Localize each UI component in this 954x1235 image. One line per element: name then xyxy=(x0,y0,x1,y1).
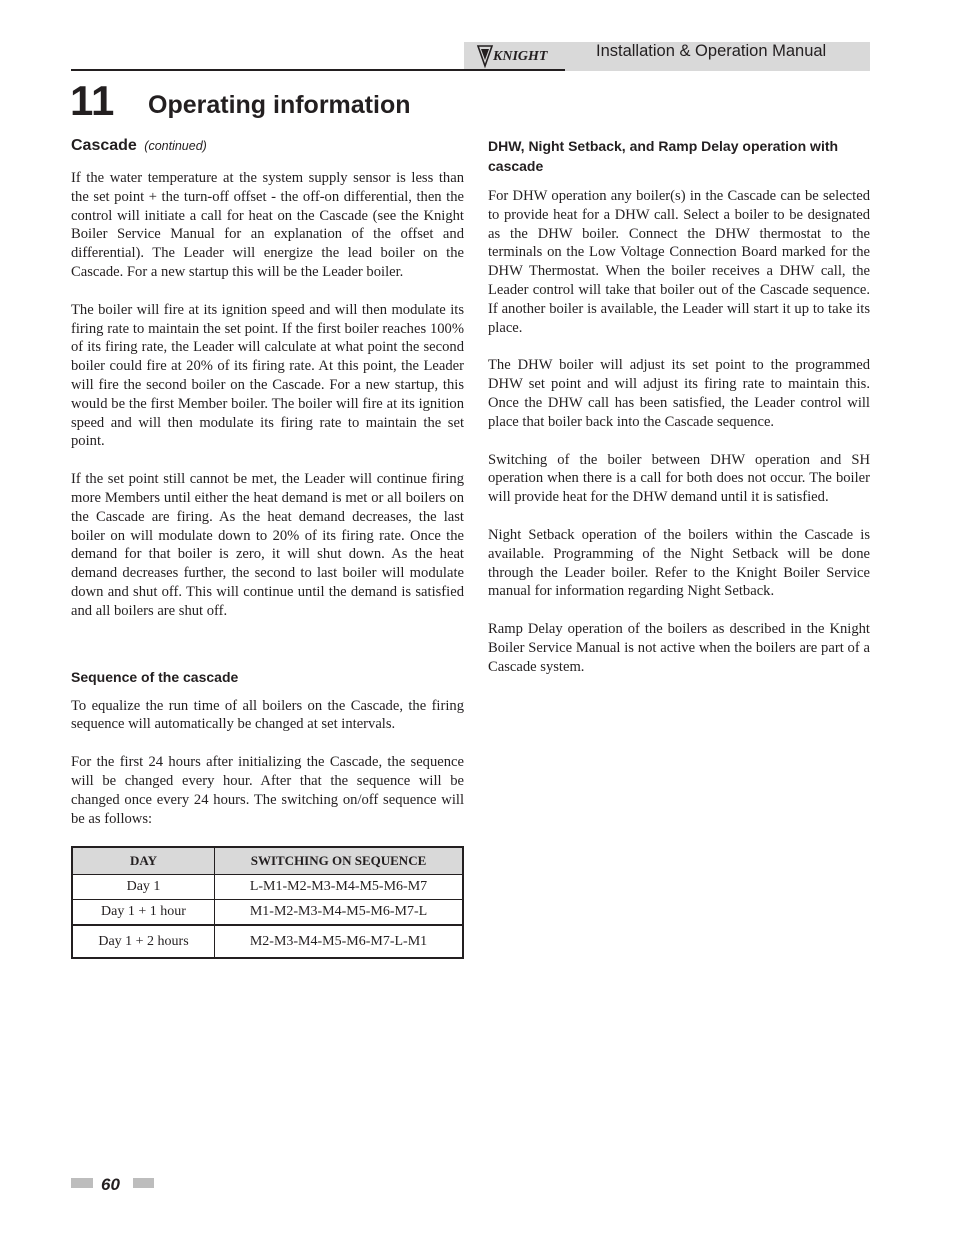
page-number: 60 xyxy=(101,1175,120,1194)
table-cell: Day 1 + 2 hours xyxy=(72,925,215,958)
paragraph: Night Setback operation of the boilers within the Cascade is available. Programming of the Night Setback will be done through the Leader boiler. Refer to the Knight Boiler Service manual for information regarding Night Setback. xyxy=(488,526,870,600)
paragraph: If the set point still cannot be met, the Leader will continue firing more Members until either the heat demand is met or all boilers on the Cascade are firing. As the heat demand decreases, the last boiler on will modulate down to 20% of its firing rate. Once the demand for that boiler is zero, it will shut down. As the heat demand decreases further, the second to last boiler will modulate down and shut off. This will continue until the demand is satisfied and all boilers are shut off. xyxy=(71,471,464,619)
knight-logo xyxy=(475,43,555,69)
paragraph: The DHW boiler will adjust its set point to the programmed DHW set point and will adjust its firing rate to maintain this. Once the DHW call has been satisfied, the Leader control will place that boiler back into the Cascade sequence. xyxy=(488,357,870,430)
chapter-title: Operating information xyxy=(148,91,411,119)
footer-block-right xyxy=(133,1178,154,1188)
manual-title: Installation & Operation Manual xyxy=(596,42,827,60)
paragraph: Ramp Delay operation of the boilers as described in the Knight Boiler Service Manual is not active when the boilers are part of a Cascade system. xyxy=(488,621,870,675)
table-row xyxy=(72,925,463,958)
section-title-dhw: DHW, Night Setback, and Ramp Delay operation with cascade xyxy=(488,138,839,174)
table-header-day: DAY xyxy=(72,847,215,875)
table-row xyxy=(72,875,463,900)
paragraph: To equalize the run time of all boilers on the Cascade, the firing sequence will automatically be changed at set intervals. xyxy=(71,697,464,733)
paragraph: The boiler will fire at its ignition speed and will then modulate its firing rate to maintain the set point. If the first boiler reaches 100% of its firing rate, the Leader will calculate at what point the second boiler could fire at 20% of its firing rate. At this point, the Leader will fire the second boiler on the Cascade. For a new startup, this would be the first Member boiler. The boiler will fire at its ignition speed and will then modulate its firing rate to maintain the set point. xyxy=(71,301,464,450)
paragraph: For the first 24 hours after initializing the Cascade, the sequence will be changed every hour. After that the sequence will be changed once every 24 hours. The switching on/off sequence will be as follows: xyxy=(71,754,464,827)
right-column xyxy=(488,136,870,677)
table-cell: Day 1 + 1 hour xyxy=(72,900,215,926)
chapter-number: 11 xyxy=(70,77,115,124)
table-header-sequence: SWITCHING ON SEQUENCE xyxy=(215,847,464,875)
table-cell: L-M1-M2-M3-M4-M5-M6-M7 xyxy=(215,875,464,900)
paragraph: If the water temperature at the system supply sensor is less than the set point + the turn-off offset - the off-on differential, then the control will initiate a call for heat on the Cascade (see the Knight Boiler Service Manual for an explanation of the offset and differential). The Leader will energize the lead boiler on the Cascade. For a new startup this will be the Leader boiler. xyxy=(71,170,464,280)
footer-block-left xyxy=(71,1178,93,1188)
header-rule xyxy=(71,69,565,71)
left-column xyxy=(71,136,464,959)
paragraph: Switching of the boiler between DHW operation and SH operation when there is a call for both does not occur. The boiler will provide heat for the DHW demand until it is satisfied. xyxy=(488,451,870,506)
section-continued-note: (continued) xyxy=(144,139,207,153)
sequence-title: Sequence of the cascade xyxy=(71,668,239,685)
section-title-text: Cascade xyxy=(71,137,137,154)
logo-text: KNIGHT xyxy=(493,49,548,64)
sequence-table xyxy=(71,846,464,959)
table-row xyxy=(72,900,463,926)
table-cell: M2-M3-M4-M5-M6-M7-L-M1 xyxy=(215,925,464,958)
table-header-row xyxy=(72,847,463,875)
table-cell: Day 1 xyxy=(72,875,215,900)
section-title-cascade xyxy=(71,136,464,156)
table-cell: M1-M2-M3-M4-M5-M6-M7-L xyxy=(215,900,464,926)
paragraph: For DHW operation any boiler(s) in the Cascade can be selected to provide heat for a DHW call. Select a boiler to be designated as the DHW boiler. Connect the DHW thermostat to the terminals on the Low Voltage Connection Board marked for the DHW Thermostat. When the boiler receives a DHW call, the Leader control will take that boiler out of the Cascade sequence. If another boiler is available, the Leader will start it up to take its place. xyxy=(488,188,870,336)
